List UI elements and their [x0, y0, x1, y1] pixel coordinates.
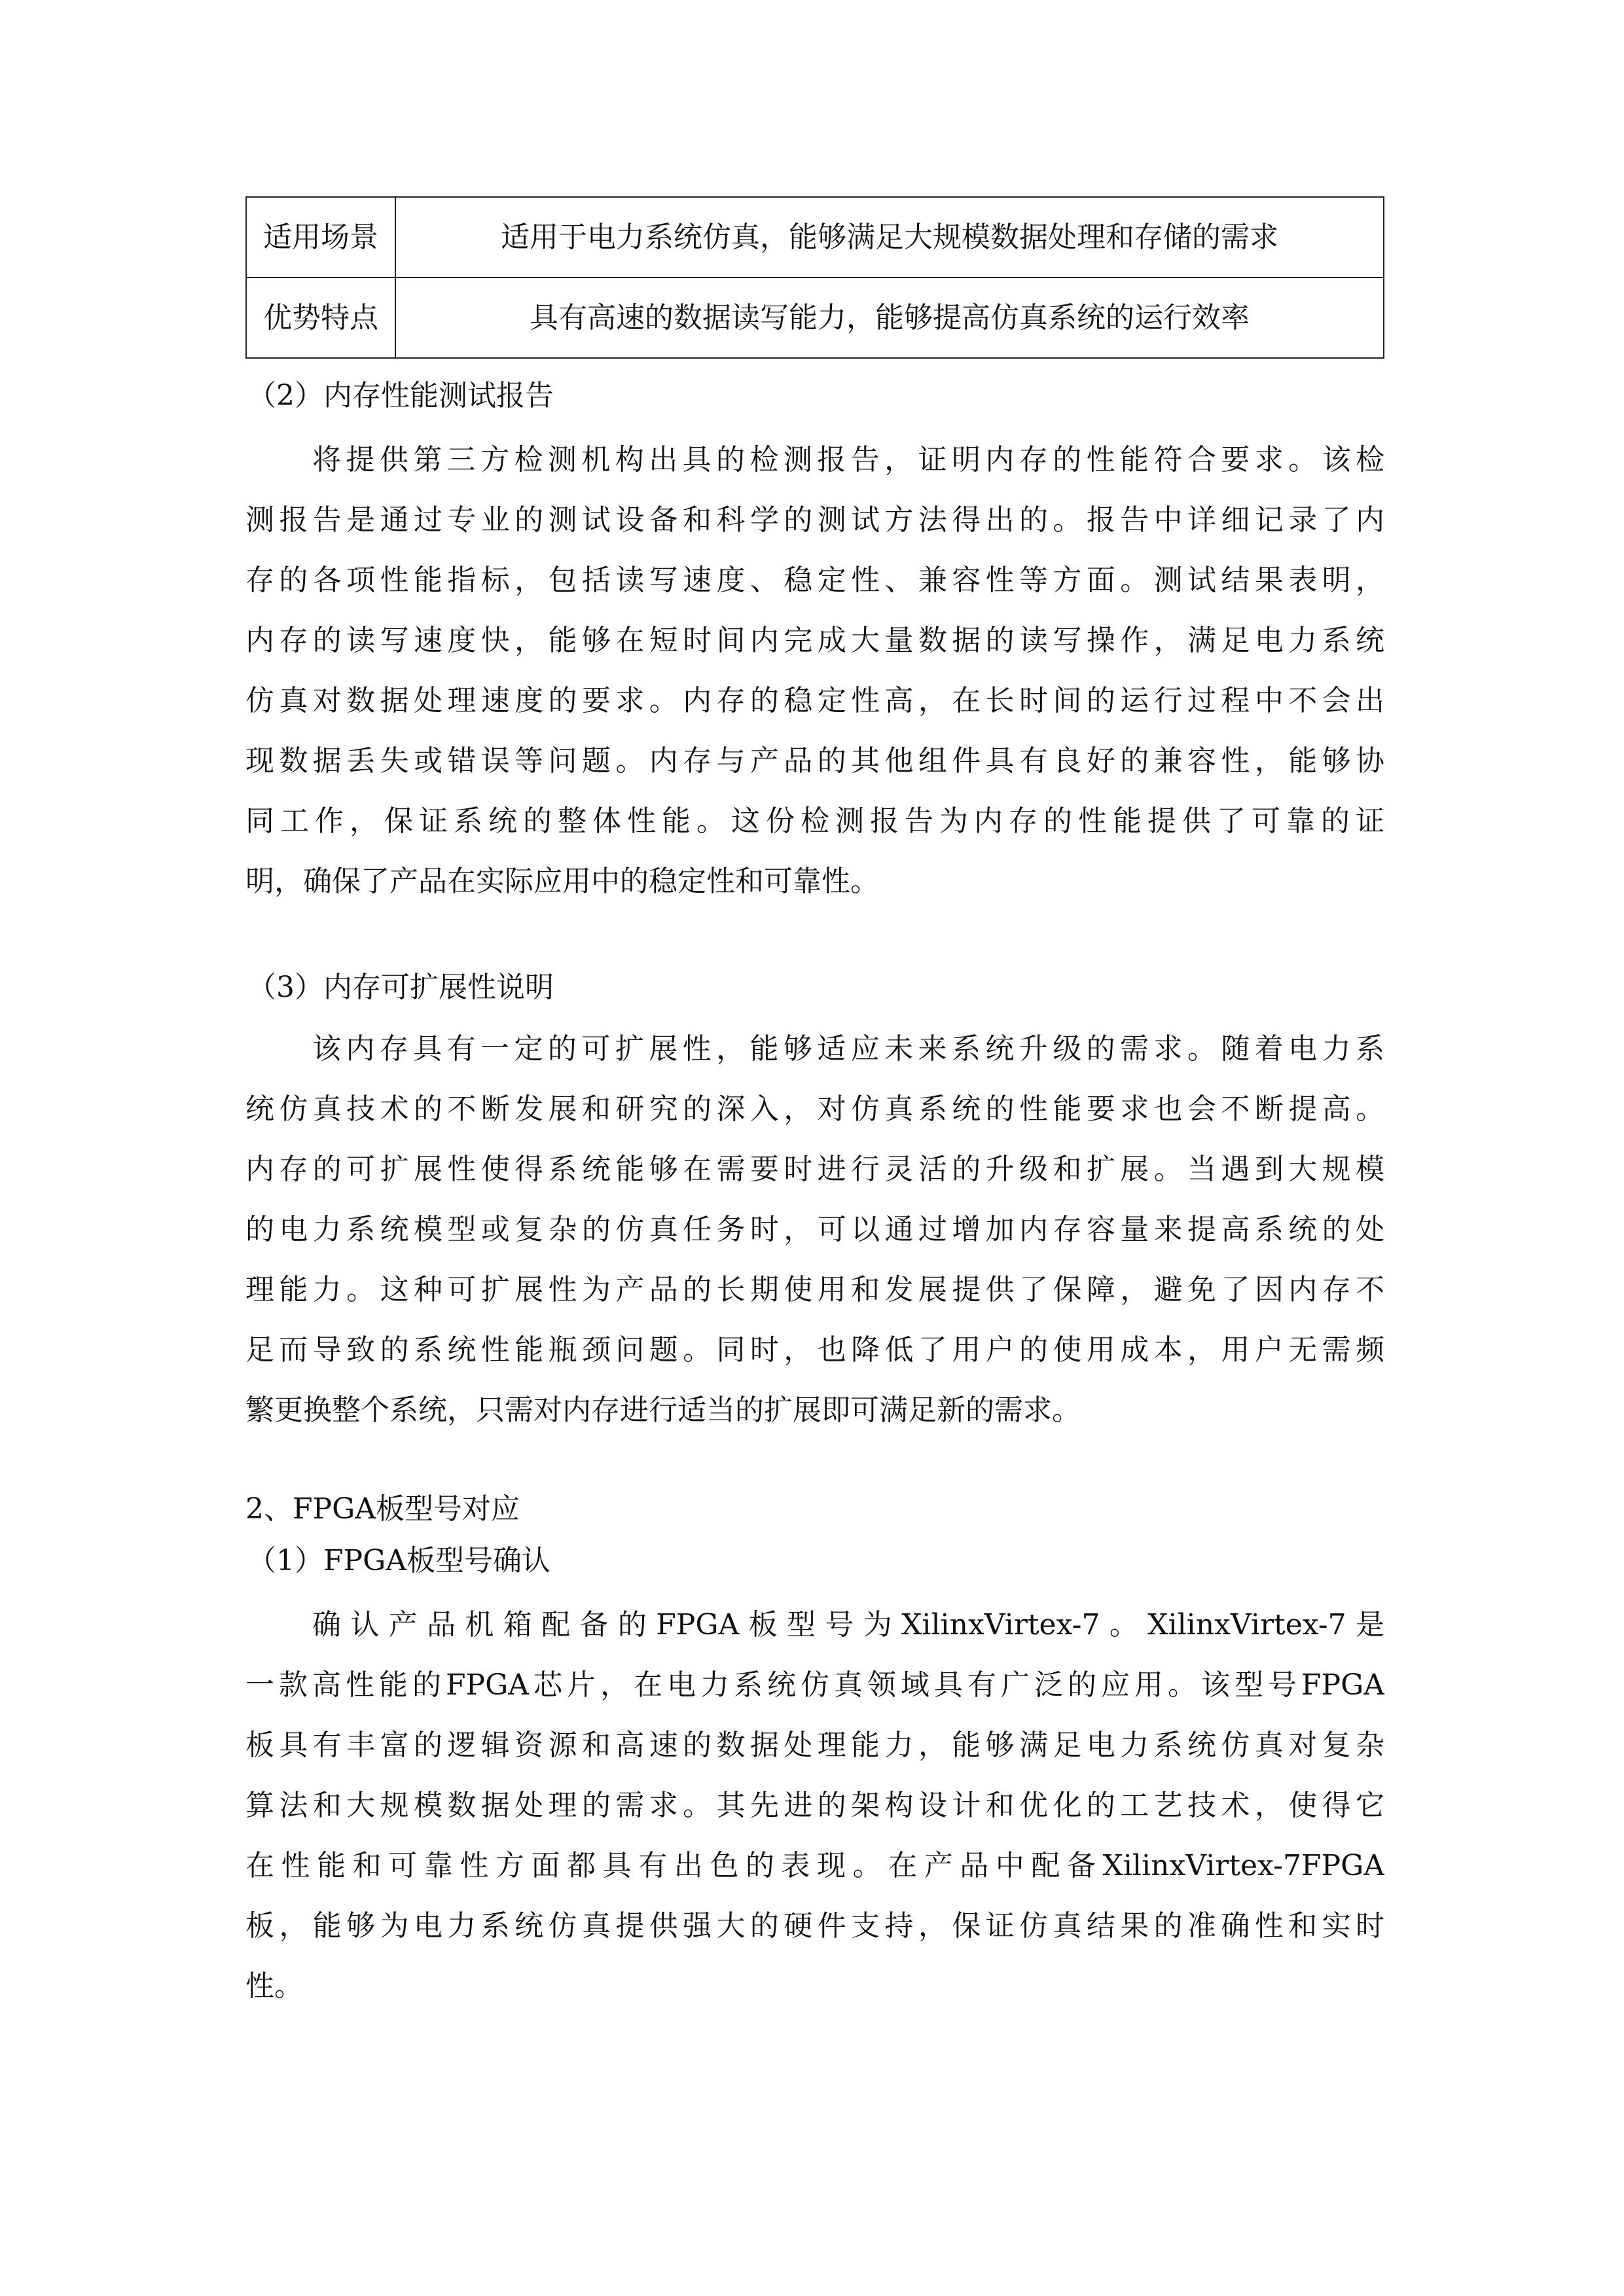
section-heading-memory-report: （2）内存性能测试报告: [247, 379, 554, 412]
paragraph-line: 在性能和可靠性方面都具有出色的表现。在产品中配备XilinxVirtex-7FPGA: [245, 1849, 1384, 1882]
paragraph-line: 板，能够为电力系统仿真提供强大的硬件支持，保证仿真结果的准确性和实时: [245, 1909, 1384, 1943]
paragraph-line: 同工作，保证系统的整体性能。这份检测报告为内存的性能提供了可靠的证: [245, 804, 1384, 838]
paragraph-line: 确认产品机箱配备的FPGA板型号为XilinxVirtex-7。XilinxVirtex-7是: [312, 1608, 1384, 1641]
table-row: [246, 197, 1384, 278]
subsection-heading-fpga-confirm: （1）FPGA板型号确认: [247, 1544, 551, 1577]
paragraph-line: 的电力系统模型或复杂的仿真任务时，可以通过增加内存容量来提高系统的处: [245, 1213, 1384, 1246]
paragraph-memory-report: [245, 430, 1384, 912]
paragraph-line: 性。: [245, 1969, 303, 2003]
table-row: [246, 278, 1384, 358]
paragraph-line: 理能力。这种可扩展性为产品的长期使用和发展提供了保障，避免了因内存不: [245, 1273, 1384, 1306]
paragraph-line: 内存的读写速度快，能够在短时间内完成大量数据的读写操作，满足电力系统: [245, 624, 1384, 657]
paragraph-line: 将提供第三方检测机构出具的检测报告，证明内存的性能符合要求。该检: [312, 443, 1384, 476]
table-cell-label: 优势特点: [246, 278, 395, 358]
paragraph-line: 测报告是通过专业的测试设备和科学的测试方法得出的。报告中详细记录了内: [245, 503, 1384, 537]
paragraph-line: 板具有丰富的逻辑资源和高速的数据处理能力，能够满足电力系统仿真对复杂: [245, 1729, 1384, 1762]
paragraph-line: 仿真对数据处理速度的要求。内存的稳定性高，在长时间的运行过程中不会出: [245, 684, 1384, 717]
paragraph-line: 现数据丢失或错误等问题。内存与产品的其他组件具有良好的兼容性，能够协: [245, 744, 1384, 778]
paragraph-line: 明，确保了产品在实际应用中的稳定性和可靠性。: [245, 865, 879, 898]
paragraph-line: 繁更换整个系统，只需对内存进行适当的扩展即可满足新的需求。: [245, 1393, 1081, 1427]
spec-table: [245, 196, 1384, 359]
paragraph-fpga: [245, 1595, 1384, 2017]
table-cell-value: 具有高速的数据读写能力，能够提高仿真系统的运行效率: [395, 278, 1384, 358]
paragraph-line: 该内存具有一定的可扩展性，能够适应未来系统升级的需求。随着电力系: [312, 1032, 1384, 1066]
paragraph-line: 统仿真技术的不断发展和研究的深入，对仿真系统的性能要求也会不断提高。: [245, 1092, 1384, 1126]
paragraph-line: 算法和大规模数据处理的需求。其先进的架构设计和优化的工艺技术，使得它: [245, 1789, 1384, 1822]
paragraph-line: 存的各项性能指标，包括读写速度、稳定性、兼容性等方面。测试结果表明，: [245, 564, 1384, 597]
section-heading-fpga: 2、FPGA板型号对应: [245, 1492, 520, 1526]
paragraph-line: 内存的可扩展性使得系统能够在需要时进行灵活的升级和扩展。当遇到大规模: [245, 1153, 1384, 1186]
paragraph-line: 足而导致的系统性能瓶颈问题。同时，也降低了用户的使用成本，用户无需频: [245, 1333, 1384, 1367]
paragraph-line: 一款高性能的FPGA芯片，在电力系统仿真领域具有广泛的应用。该型号FPGA: [245, 1668, 1384, 1702]
table-cell-value: 适用于电力系统仿真，能够满足大规模数据处理和存储的需求: [395, 197, 1384, 278]
section-heading-memory-expand: （3）内存可扩展性说明: [247, 971, 554, 1004]
table-cell-label: 适用场景: [246, 197, 395, 278]
paragraph-memory-expand: [245, 1019, 1384, 1441]
